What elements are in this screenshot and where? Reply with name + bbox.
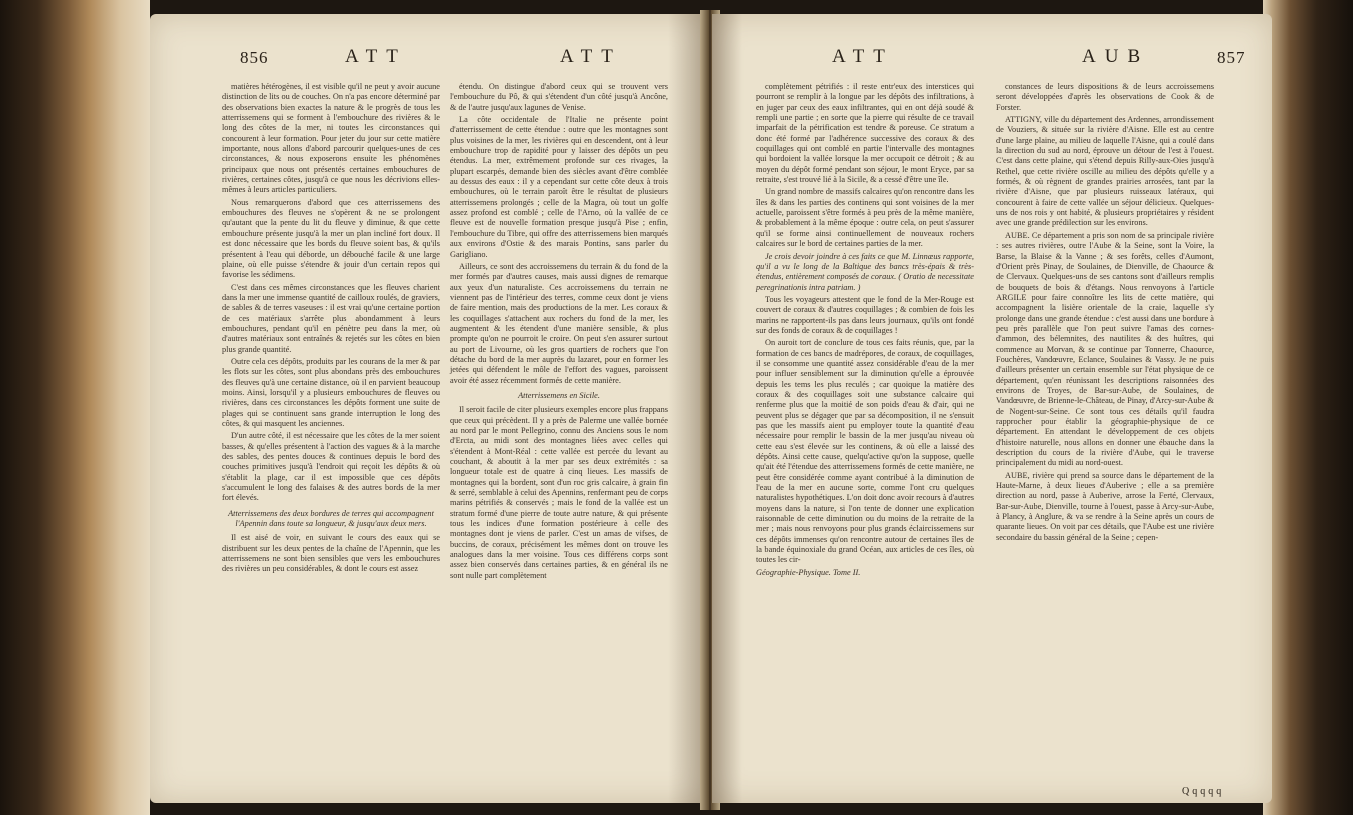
section-heading: Atterrissemens des deux bordures de terres qui accompagnent l'Apennin dans toute sa longueur, & jusqu'aux deux mers. — [228, 508, 434, 529]
left-page — [150, 14, 708, 803]
right-page-column-1 — [756, 82, 974, 580]
paragraph: Il seroit facile de citer plusieurs exemples encore plus frappans que ceux qui précèdent. Il y a près de Palerme une vallée bornée au nord par le mont Pellegrino, connu des Anciens sous le nom d'Ercta, au midi sont des montagnes liées avec celles qui s'étendent à Mont-Réal : cette vallée est percée du levant au couchant, & aboutit à la mer par ses deux extrémités : sa longueur totale est de quatre à cinq lieues. Les massifs de montagnes qui la bordent, sont d'un roc gris calcaire, à grain fin & serré, semblable à celui des Apennins, renfermant peu de corps marins pétrifiés & conservés ; mais le fond de la vallée est un stratum formé d'une pierre de toute autre nature, & qui présente tous les indices d'une formation postérieure à celle des montagnes dont je viens de parler. C'est un amas de vifses, de buccins, de coraux, précisément les mêmes dont on trouve les analogues dans la mer voisine. Tous ces différens corps sont assez bien conservés dans certaines parties, & en général ils ne sont nulle part complètement — [450, 405, 668, 580]
right-page-header-left: ATT — [832, 46, 894, 67]
right-page — [712, 14, 1272, 803]
paragraph: La côte occidentale de l'Italie ne présente point d'atterrissement de cette étendue : outre que les montagnes sont plus voisines de la mer, les rivières qui en descendent, ont à leur embouchure trop de rapidité pour y laisser des dépôts un peu étendus. La mer, extrêmement profonde sur ces rivages, la plupart escarpés, demande bien des siècles avant d'être comblée au dessus des eaux : il y a cependant sur cette côte deux à trois embouchures, où le terrain paroît être le résultat de plusieurs atterrissemens prolongés ; celle de la Magra, où tout un golfe assez profond est comblé ; celle de l'Arno, où la vallée de ce fleuve est de nouvelle formation presque jusqu'à Pise ; enfin, l'embouchure du Tibre, qui offre des atterrissemens bien marqués aux environs d'Ostie & des marais Pontins, sans parler du Garigliano. — [450, 115, 668, 259]
paragraph: AUBE, rivière qui prend sa source dans le département de la Haute-Marne, à deux lieues d'Auberive ; elle a sa première direction au nord, passe à Auberive, arrose la Ferté, Clervaux, Bar-sur-Aube, Dienville, tourne à l'ouest, passe à Arcy-sur-Aube, à Plancy, à Anglure, & va se rendre à la Seine après un cours de quarante lieues. On voit par ces détails, que l'Aube est une rivière secondaire du bassin général de la Seine ; cepen- — [996, 470, 1214, 542]
left-page-header-right: ATT — [560, 46, 622, 67]
paragraph: D'un autre côté, il est nécessaire que les côtes de la mer soient basses, & qu'elles présentent à l'action des vagues & à la marche des sables, des pentes douces & continues depuis le bord des couches primitives jusqu'à l'endroit qui reçoit les dépôts & où s'établit la plage, car il est impossible que ces dépôts s'accumulent le long des falaises & des autres bords de la mer fort élevés. — [222, 431, 440, 503]
paragraph: étendu. On distingue d'abord ceux qui se trouvent vers l'embouchure du Pô, & qui s'étendent d'un côté jusqu'à Ancône, & de l'autre jusqu'aux lagunes de Venise. — [450, 82, 668, 112]
left-page-header-left: ATT — [345, 46, 407, 67]
right-page-number: 857 — [1217, 48, 1246, 67]
paragraph: AUBE. Ce département a pris son nom de sa principale rivière : ses autres rivières, outre l'Aube & la Seine, sont la Voire, la Barse, la Blaise & la Vanne ; & ses forêts, celles d'Aumont, d'Orient près Pinay, de Soulaines, de Dienville, de Chaource & de Clervaux. Quelques-uns de ses cantons sont d'ailleurs remplis de bouquets de bois & d'étangs. Nous renvoyons à l'article ARGILE pour faire connoître les lits de cette matière, qui accompagnent la lisière orientale de la craie, laquelle s'y prolonge dans une grande étendue : c'est aussi dans une bordure à peu près parallèle que l'on peut suivre l'amas des cornes-d'ammon, des bélemnites, des nautilites & des huîtres, qui commence au Morvan, & se continue par Tonnerre, Chaource, Fouchères, Vandœuvre, Eclance, Soulaines & Vassy. Je ne puis d'ailleurs présenter un certain ensemble sur l'état physique de ce département, qu'en réunissant les descriptions raisonnées des environs de Troyes, de Bar-sur-Aube, de Soulaines, de Vandœuvre, de Brienne-le-Château, de Pinay, d'Arcy-sur-Aube & de Nogent-sur-Seine. Ce sont tous ces détails qu'il faudra rapprocher pour établir la géographie-physique de ce département. En attendant le développement de ces objets d'histoire naturelle, nous allons en donner une ébauche dans la description du cours de la rivière d'Aube, qui le traverse principalement du midi au nord-ouest. — [996, 230, 1214, 468]
paragraph: constances de leurs dispositions & de leurs accroissemens seront développées d'après les observations de Cook & de Forster. — [996, 82, 1214, 112]
left-page-edges — [0, 0, 150, 815]
paragraph: Nous remarquerons d'abord que ces atterrissemens des embouchures des fleuves ne s'opèrent & ne se prolongent qu'autant que la pente du lit du fleuve y diminue, & que cette embouchure présente jusqu'à la mer un plan incliné fort doux. Il est donc nécessaire que les bords du fleuve soient bas, & qu'ils présentent à l'eau qui déborde, un débouché facile & une large plaine, où elle puisse s'étendre & jouir d'un certain repos qui favorise les sédimens. — [222, 197, 440, 280]
paragraph: Ailleurs, ce sont des accroissemens du terrain & du fond de la mer formés par d'autres causes, mais aussi dignes de remarque aux yeux d'un naturaliste. Ces accroissemens du terrain ne viennent pas de l'intérieur des terres, comme ceux dont je viens de faire mention, mais des productions de la mer. Les coraux & les coquillages s'attachent aux rochers du fond de la mer, les augmentent & les étendent d'une manière sensible, & plus prompte qu'on ne pourroit le croire. On peut s'en assurer surtout au port de Livourne, où les gros quartiers de rochers que l'on détache du bord de la mer auprès du lazaret, pour en former les jetées qui défendent le môle de l'effort des vagues, paroissent avoir été assez récemment formés de cette manière. — [450, 261, 668, 385]
paragraph: On auroit tort de conclure de tous ces faits réunis, que, par la formation de ces bancs de madrépores, de coraux, de coquillages, il se consomme une quantité assez considérable d'eau de la mer pour influer sensiblement sur la diminution qu'elle a éprouvée depuis les tems les plus reculés ; car quoique la matière des coraux & des coquillages soit une substance calcaire qui renferme plus que la moitié de son poids d'eau & d'air, qui ne peuvent plus se dégager que par sa décomposition, il ne s'ensuit pas que les massifs aient pu employer toute la quantité d'eau nécessaire pour remplir le bassin de la mer jusqu'au niveau où cette eau s'est élevée sur les continens, & où elle a laissé des dépôts. Ainsi cette cause, quelqu'active qu'on la suppose, quelle qu'ait été l'étendue des atterrissemens formés de cette manière, ne peut être considérée comme ayant contribué à la diminution de l'eau de la mer en aucune sorte, comme l'ont cru quelques naturalistes hypothétiques. L'on doit donc avoir recours à d'autres moyens dans la nature, si l'on tente de donner une explication raisonnable de cette diminution ou du moins de la retraite de la mer ; mais nous renvoyons pour plus grands éclaircissemens sur ces dépôts immenses qu'on rencontre autour de certaines îles de la bande équinoxiale du grand Océan, aux articles de ces îles, où toutes les cir- — [756, 338, 974, 565]
section-heading: Atterrissemens en Sicile. — [518, 390, 600, 400]
paragraph: ATTIGNY, ville du département des Ardennes, arrondissement de Vouziers, & située sur la rivière d'Aisne. Elle est au centre d'une large plaine, au milieu de laquelle l'Aisne, qui a coulé dans la direction du sud au nord, éprouve un détour de l'est à l'ouest. C'est dans cette plaine, qui s'étend depuis Rilly-aux-Oies jusqu'à Rethel, que cette rivière oscille au milieu des dépôts qu'elle y a formés, & où règnent de grandes prairies arrosées, tant par la rivière d'Aisne, que par plusieurs ruisseaux latéraux, qui concourent à faire de cette vallée un séjour délicieux. Quelques-uns de nos rois y ont habité, & plusieurs propriétaires y résident avec une grande prédilection sur les environs. — [996, 115, 1214, 228]
paragraph: matières hétérogènes, il est visible qu'il ne peut y avoir aucune distinction de lits ou de couches. On n'a pas encore déterminé par des observations bien exactes la nature & le progrès de tous les atterrissemens qui se forment à l'embouchure des rivières & le long des côtes de la mer, ni toutes les circonstances qui concourent à leur formation. Pour jeter du jour sur cette matière importante, nous allons d'abord parcourir quelques-unes de ces circonstances, & nous exposerons ensuite les phénomènes principaux que nous ont présentés certaines embouchures de rivières, certaines côtes, jusqu'à ce que nous les décrivions elles-mêmes à leurs articles particuliers. — [222, 82, 440, 195]
left-page-number: 856 — [240, 48, 269, 67]
paragraph: Tous les voyageurs attestent que le fond de la Mer-Rouge est couvert de coraux & d'autres coquillages ; & combien de fois les marins ne rapportent-ils pas dans leurs journaux, qu'ils ont fondé sur des fonds de coraux & de coquillages ! — [756, 294, 974, 335]
left-page-column-2 — [450, 82, 668, 583]
right-page-header-right: AUB — [1082, 46, 1150, 67]
right-page-column-2 — [996, 82, 1214, 545]
page-footer: Géographie-Physique. Tome II. — [756, 567, 861, 577]
signature-mark: Qqqqq — [1182, 786, 1225, 797]
paragraph: C'est dans ces mêmes circonstances que les fleuves charient dans la mer une immense quantité de cailloux roulés, de graviers, de sables & de terres vaseuses : il est vrai qu'une certaine portion de ces matériaux s'arrête plus abondamment à leurs embouchures, pendant qu'il en pénètre peu dans la mer, où d'autres matériaux sont entraînés & rejetés sur les côtes en bien plus grande quantité. — [222, 282, 440, 354]
paragraph: Il est aisé de voir, en suivant le cours des eaux qui se distribuent sur les deux pentes de la chaîne de l'Apennin, que les atterrissemens ne sont bien sensibles que vers les embouchures des rivières un peu considérables, & dont le cours est assez — [222, 533, 440, 574]
paragraph: complètement pétrifiés : il reste entr'eux des interstices qui pourront se remplir à la longue par les dépôts des infiltrations, à en juger par ceux des eaux infiltrantes, qui en ont déjà soudé & rempli une partie ; en sorte que la pierre qui résulte de ce travail imparfait de la pétrification est tendre & poreuse. Ce stratum a donc été formé par l'adhérence successive des coraux & des coquillages qui ont comblé en partie l'intervalle des montagnes qui bordoient la vallée lorsque la mer occupoit ce détroit ; & au moyen du dépôt formé pendant son séjour, le mont Eryce, par sa retraite, s'est trouvé lié à la Sicile, & a cessé d'être une île. — [756, 82, 974, 185]
paragraph: Outre cela ces dépôts, produits par les courans de la mer & par les flots sur les côtes, sont plus abondans près des embouchures des fleuves qu'à une certaine distance, où il en parvient beaucoup moins. Ainsi, lorsqu'il y a plusieurs embouchures de fleuves ou rivières, dans ces circonstances les dépôts forment une suite de plages qui se continuent sans grande interruption le long des côtes, & qui masquent les anciennes. — [222, 356, 440, 428]
right-page-edges — [1263, 0, 1353, 815]
paragraph: Je crois devoir joindre à ces faits ce que M. Linnæus rapporte, qu'il a vu le long de la Baltique des bancs très-épais & très-étendus, entièrement composés de coraux. ( Oratio de necessitate peregrinationis intra patriam. ) — [756, 251, 974, 292]
right-page-gutter-shadow — [712, 14, 742, 803]
paragraph: Un grand nombre de massifs calcaires qu'on rencontre dans les îles & dans les parties des continens qui sont voisines de la mer actuelle, paroissent s'être formés à peu près de la même manière, & probablement à la même époque : outre cela, on peut s'assurer qu'il se forme ainsi continuellement de nouveaux rochers calcaires sur le bord de certaines parties de la mer. — [756, 187, 974, 249]
left-page-column-1 — [222, 82, 440, 577]
